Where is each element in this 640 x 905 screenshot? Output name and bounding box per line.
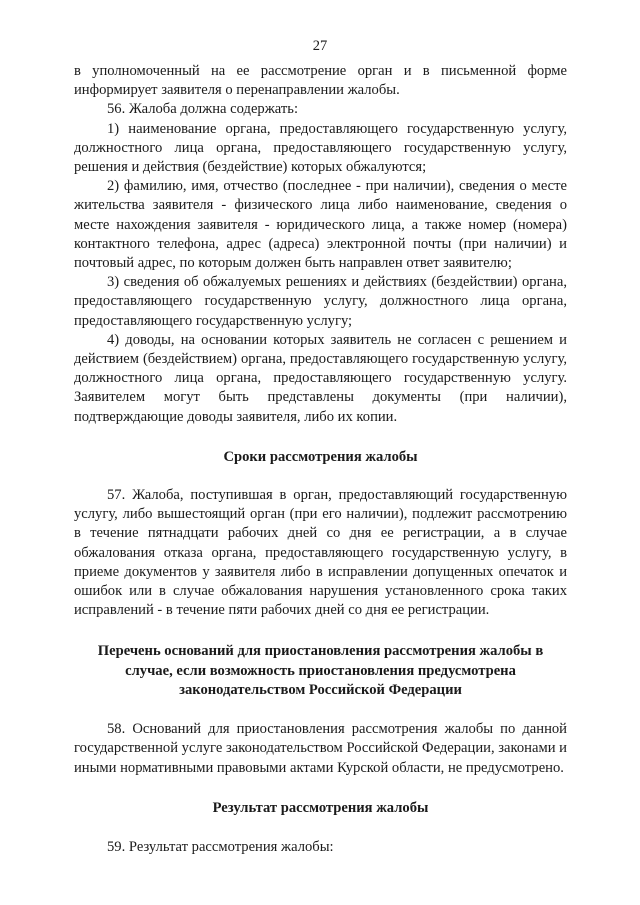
page-content <box>74 62 567 857</box>
heading-suspension-grounds <box>74 642 567 700</box>
paragraph-56-item-3: 3) сведения об обжалуемых решениях и действиях (бездействии) органа, предоставляющего государственную услугу, должностного лица органа, предоставляющего государственную услугу; <box>74 274 567 329</box>
heading-suspension-line-3: законодательством Российской Федерации <box>179 681 462 698</box>
paragraph-56-item-4: 4) доводы, на основании которых заявитель не согласен с решением и действием (бездействием) органа, предоставляющего государственную услугу, должностного лица органа, предоставляющего государственную услугу. Заявителем могут быть представлены документы (при наличии), подтверждающие доводы заявителя, либо их копии. <box>74 331 567 425</box>
paragraph-intro: в уполномоченный на ее рассмотрение орган и в письменной форме информирует заявителя о перенаправлении жалобы. <box>74 63 567 99</box>
paragraph-57: 57. Жалоба, поступившая в орган, предоставляющий государственную услугу, либо вышестоящий орган (при его наличии), подлежит рассмотрению в течение пятнадцати рабочих дней со дня ее регистрации, а в случае обжалования отказа органа, предоставляющего государственную услугу, в приеме документов у заявителя либо в исправлении допущенных опечаток и ошибок или в случае обжалования нарушения установленного срока таких исправлений - в течение пяти рабочих дней со дня ее регистрации. <box>74 487 567 619</box>
paragraph-56: 56. Жалоба должна содержать: <box>107 101 298 118</box>
paragraph-56-item-1: 1) наименование органа, предоставляющего государственную услугу, должностного лица органа, предоставляющего государственную услугу, решения и действия (бездействие) которых обжалуются; <box>74 120 567 176</box>
heading-review-terms: Сроки рассмотрения жалобы <box>223 448 418 465</box>
paragraph-58: 58. Оснований для приостановления рассмотрения жалобы по данной государственной услуге законодательством Российской Федерации, законами и иными нормативными правовыми актами Курской области, не предусмотрено. <box>74 721 567 776</box>
paragraph-59: 59. Результат рассмотрения жалобы: <box>107 838 334 855</box>
heading-review-result: Результат рассмотрения жалобы <box>212 799 429 816</box>
page-number: 27 <box>312 38 328 54</box>
heading-suspension-line-1: Перечень оснований для приостановления рассмотрения жалобы в <box>97 643 544 660</box>
heading-suspension-line-2: случае, если возможность приостановления предусмотрена <box>125 662 516 679</box>
paragraph-56-item-2: 2) фамилию, имя, отчество (последнее - при наличии), сведения о месте жительства заявителя - физического лица либо наименование, сведения о месте нахождения заявителя - юридического лица, а также номер (номера) контактного телефона, адрес (адреса) электронной почты (при наличии) и почтовый адрес, по которым должен быть направлен ответ заявителю; <box>74 178 567 272</box>
